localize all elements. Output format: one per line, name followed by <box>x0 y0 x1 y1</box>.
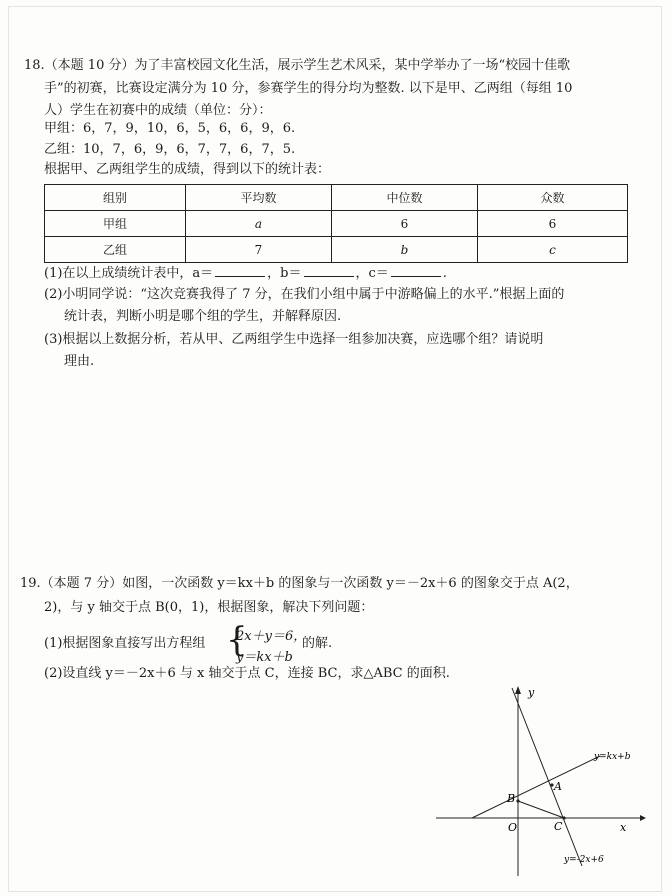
brace-icon: { <box>226 620 248 660</box>
table-header: 众数 <box>478 185 628 211</box>
q18-table-intro: 根据甲、乙两组学生的成绩，得到以下的统计表： <box>44 162 331 177</box>
equation-1: 2x＋y＝6， <box>236 629 307 644</box>
q18-part1-end: . <box>442 266 447 281</box>
table-cell: 6 <box>478 211 628 237</box>
q18-part3-line2: 理由. <box>64 354 95 369</box>
q19-line2: 2)，与 y 轴交于点 B(0，1)，根据图象，解决下列问题： <box>44 600 374 615</box>
q18-part2-line1: (2)小明同学说：“这次竞赛我得了 7 分，在我们小组中属于中游略偏上的水平.”根据上面的 <box>44 287 565 302</box>
line-neg2x-plus-6 <box>512 688 582 866</box>
q18-part1 <box>44 262 447 284</box>
stats-table <box>44 184 628 263</box>
line-kx-plus-b-label: y=kx+b <box>594 752 631 762</box>
q19-part2: (2)设直线 y＝－2x＋6 与 x 轴交于点 C，连接 BC，求△ABC 的面积. <box>44 666 450 681</box>
function-graph <box>436 680 650 880</box>
q18-part1-prefix: (1)在以上成绩统计表中，a＝ <box>44 266 214 281</box>
q18-part1-b: ，b＝ <box>267 266 302 281</box>
answer-blank-a[interactable] <box>215 262 265 277</box>
table-row <box>45 237 628 263</box>
table-header: 平均数 <box>186 185 332 211</box>
table-cell: 7 <box>186 237 332 263</box>
q18-part2-line2: 统计表，判断小明是哪个组的学生，并解释原因. <box>64 309 342 324</box>
table-cell: b <box>332 237 478 263</box>
q18-part1-c: ，c＝ <box>355 266 389 281</box>
q18-line2: 手”的初赛，比赛设定满分为 10 分，参赛学生的得分均为整数. 以下是甲、乙两组（每组 10 <box>44 81 573 96</box>
point-b-label: B <box>507 792 516 805</box>
point-c-label: C <box>554 820 563 833</box>
table-header-row <box>45 185 628 211</box>
q18-group-b-scores: 乙组：10，7，6，9，6，7，7，6，7，5. <box>44 142 296 157</box>
answer-blank-c[interactable] <box>391 262 441 277</box>
table-header: 组别 <box>45 185 186 211</box>
line-kx-plus-b <box>472 756 600 818</box>
answer-blank-b[interactable] <box>304 262 354 277</box>
y-axis-label: y <box>528 686 535 699</box>
line-neg2x-plus-6-label: y=-2x+6 <box>564 855 604 865</box>
q18-group-a-scores: 甲组：6，7，9，10，6，5，6，6，9，6. <box>44 121 296 136</box>
x-axis-arrow-icon <box>640 815 646 821</box>
table-cell: a <box>186 211 332 237</box>
point-c <box>562 816 565 819</box>
table-row <box>45 211 628 237</box>
q19-part1-text: (1)根据图象直接写出方程组 <box>44 636 206 651</box>
q18-line3: 人）学生在初赛中的成绩（单位：分）： <box>44 103 272 118</box>
point-b <box>516 799 519 802</box>
y-axis-arrow-icon <box>515 686 521 694</box>
table-cell: c <box>478 237 628 263</box>
q19-line1: 19.（本题 7 分）如图，一次函数 y＝kx＋b 的图象与一次函数 y＝－2x＋6 的图象交于点 A(2， <box>20 576 579 591</box>
q18-line1: 18.（本题 10 分）为了丰富校园文化生活，展示学生艺术风采，某中学举办了一场“校园十佳歌 <box>24 58 571 73</box>
equation-2: y＝kx＋b <box>236 650 293 665</box>
table-cell: 6 <box>332 211 478 237</box>
q19-part1-end: 的解. <box>302 636 333 651</box>
origin-label: O <box>508 821 518 834</box>
table-header: 中位数 <box>332 185 478 211</box>
x-axis-label: x <box>620 821 627 834</box>
table-cell: 甲组 <box>45 211 186 237</box>
q18-part3-line1: (3)根据以上数据分析，若从甲、乙两组学生中选择一组参加决赛，应选哪个组？请说明 <box>44 332 544 347</box>
table-cell: 乙组 <box>45 237 186 263</box>
point-a-label: A <box>554 780 562 793</box>
